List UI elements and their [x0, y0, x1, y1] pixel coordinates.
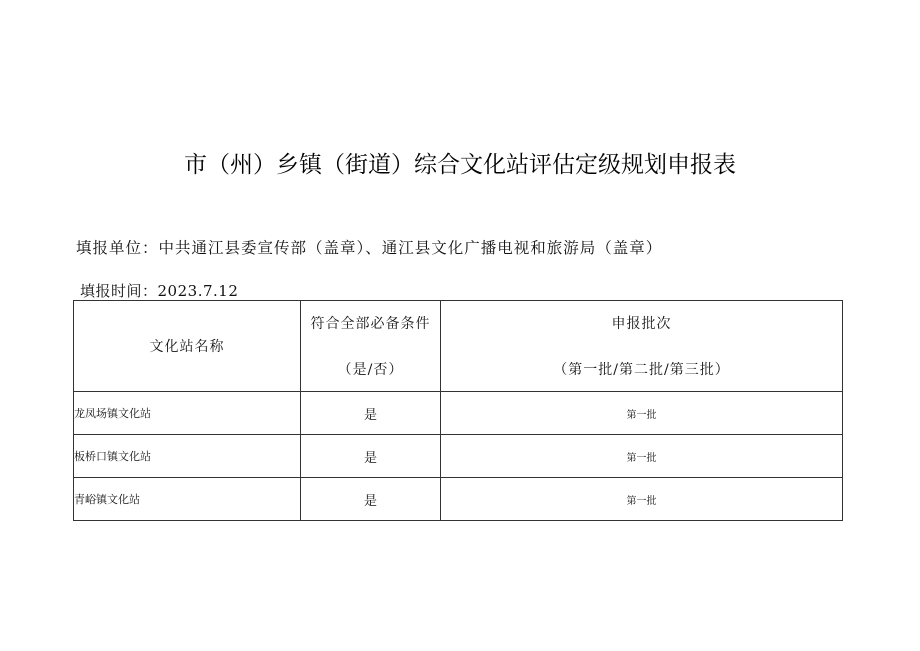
- fill-unit-line: [76, 236, 662, 258]
- station-name-cell: 板桥口镇文化站: [74, 435, 301, 478]
- station-name-cell: 青峪镇文化站: [74, 478, 301, 521]
- batch-cell: 第一批: [441, 478, 843, 521]
- report-table: [73, 300, 843, 521]
- fill-time-label: 填报时间：: [80, 282, 158, 300]
- page-title: 市（州）乡镇（街道）综合文化站评估定级规划申报表: [184, 152, 736, 178]
- conditions-cell: 是: [301, 478, 441, 521]
- header-station-name: [74, 301, 301, 392]
- batch-cell: 第一批: [441, 392, 843, 435]
- fill-unit-value: 中共通江县委宣传部（盖章）、通江县文化广播电视和旅游局（盖章）: [158, 239, 663, 257]
- batch-cell: 第一批: [441, 435, 843, 478]
- station-name-cell: 龙凤场镇文化站: [74, 392, 301, 435]
- header-station-name-label: 文化站名称: [149, 339, 225, 355]
- table-row: [74, 435, 843, 478]
- header-batch-line1: 申报批次: [611, 316, 672, 332]
- header-conditions-line2: （是/否）: [337, 362, 404, 378]
- fill-time-line: [80, 280, 238, 301]
- conditions-cell: 是: [301, 435, 441, 478]
- fill-time-value: 2023.7.12: [157, 282, 239, 300]
- table-row: [74, 478, 843, 521]
- header-conditions: [301, 301, 441, 392]
- header-batch: [441, 301, 843, 392]
- fill-unit-label: 填报单位：: [76, 239, 159, 257]
- header-conditions-line1: 符合全部必备条件: [310, 316, 431, 332]
- header-batch-line2: （第一批/第二批/第三批）: [553, 362, 730, 378]
- table-header-row: [74, 301, 843, 392]
- table-row: [74, 392, 843, 435]
- conditions-cell: 是: [301, 392, 441, 435]
